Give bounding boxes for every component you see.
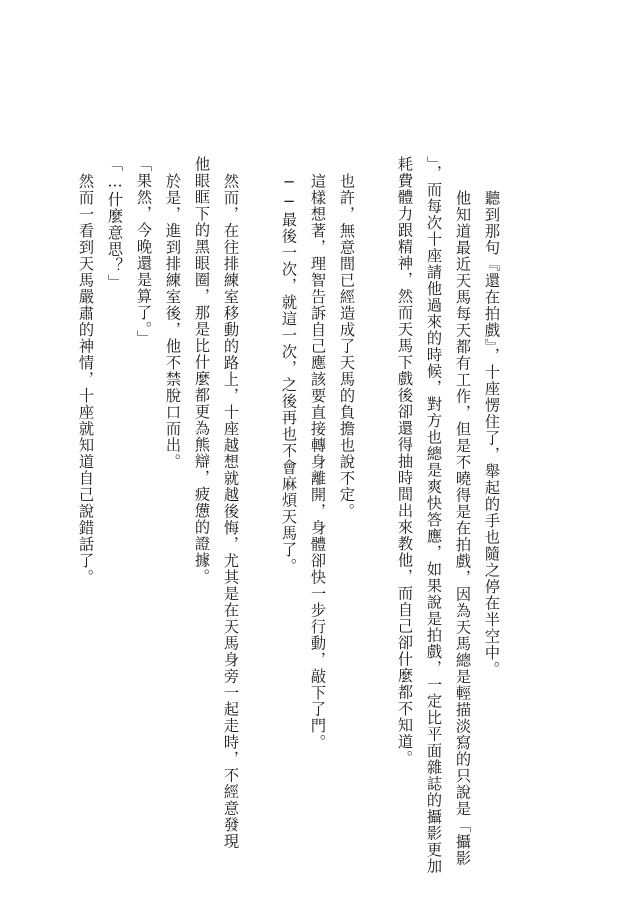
paragraph-line: 」，而每次十座請他過來的時候，對方也總是爽快答應，如果說是拍戲，一定比平面雜誌的攝影更加 [425, 156, 443, 875]
vertical-text-body [71, 156, 506, 875]
blank-line [361, 156, 390, 806]
paragraph-line: 耗費體力跟精神，然而天馬下戲後卻還得抽時間出來教他，而自己卻什麼都不知道。 [396, 156, 414, 767]
paragraph-line: 也許，無意間已經造成了天馬的負擔也說不定。 [338, 173, 356, 520]
paragraph-line: 他眼眶下的黑眼圈，那是比什麼都更為熊辯，疲憊的證據。 [193, 156, 211, 585]
dialogue-line: 「果然，今晚還是算了。」 [135, 156, 153, 347]
dialogue-line: 「…什麼意思？」 [106, 156, 124, 291]
paragraph-line: ──最後一次，就這一次，之後再也不會麻煩天馬了。 [280, 173, 298, 576]
paragraph-line: 然而一看到天馬嚴肅的神情，十座就知道自己說錯話了。 [77, 173, 95, 586]
paragraph-line: 這樣想著，理智告訴自己應該要直接轉身離開，身體卻快一步行動，敲下了門。 [309, 173, 327, 751]
paragraph-line: 然而，在往排練室移動的路上，十座越想就越後悔，尤其是在天馬身旁一起走時，不經意發現 [222, 173, 240, 850]
paragraph-line: 聽到那句『還在拍戲』，十座愣住了，舉起的手也隨之停在半空中。 [483, 190, 501, 678]
paragraph-line: 他知道最近天馬每天都有工作，但是不曉得是在拍戲，因為天馬總是輕描淡寫的只說是「攝影 [454, 190, 472, 867]
blank-line [245, 156, 274, 806]
paragraph-line: 於是，進到排練室後，他不禁脫口而出。 [164, 173, 182, 471]
